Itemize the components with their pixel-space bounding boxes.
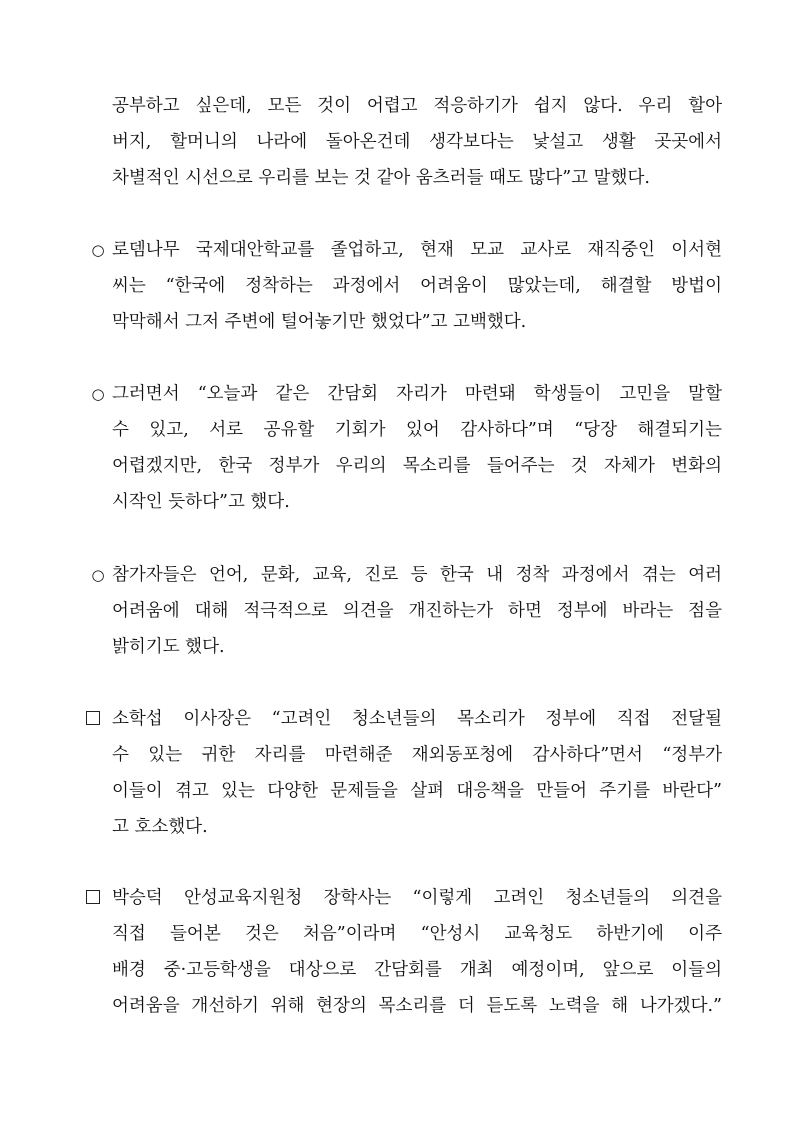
circle-bullet-icon: ○ — [91, 385, 105, 403]
text-line: 고 호소했다. — [112, 817, 208, 837]
text-line: 차별적인 시선으로 우리를 보는 것 같아 움츠러들 때도 많다”고 말했다. — [112, 168, 650, 188]
text-line: 수 있고, 서로 공유할 기회가 있어 감사하다”며 “당장 해결되기는 — [112, 420, 722, 440]
circle-bullet-icon: ○ — [91, 566, 105, 584]
text-line: 로뎀나무 국제대안학교를 졸업하고, 현재 모교 교사로 재직중인 이서현 — [112, 240, 722, 260]
text-line: 어렵겠지만, 한국 정부가 우리의 목소리를 들어주는 것 자체가 변화의 — [112, 456, 722, 476]
text-line: 어려움을 개선하기 위해 현장의 목소리를 더 듣도록 노력을 해 나가겠다.” — [112, 996, 722, 1016]
circle-bullet-icon: ○ — [91, 241, 105, 259]
text-line: 직접 들어본 것은 처음”이라며 “안성시 교육청도 하반기에 이주 — [112, 924, 722, 944]
text-line: 씨는 “한국에 정착하는 과정에서 어려움이 많았는데, 해결할 방법이 — [112, 276, 722, 296]
text-line: 소학섭 이사장은 “고려인 청소년들의 목소리가 정부에 직접 전달될 — [112, 709, 722, 729]
text-line: 이들이 겪고 있는 다양한 문제들을 살펴 대응책을 만들어 주기를 바란다” — [112, 781, 722, 801]
text-line: 수 있는 귀한 자리를 마련해준 재외동포청에 감사하다”면서 “정부가 — [112, 745, 722, 765]
text-line: 막막해서 그저 주변에 털어놓기만 했었다”고 고백했다. — [112, 312, 527, 332]
square-bullet-icon — [82, 880, 104, 916]
text-line: 버지, 할머니의 나라에 돌아온건데 생각보다는 낯설고 생활 곳곳에서 — [112, 132, 722, 152]
text-line: 시작인 듯하다”고 했다. — [112, 492, 290, 512]
text-line: 공부하고 싶은데, 모든 것이 어렵고 적응하기가 쉽지 않다. 우리 할아 — [112, 96, 722, 116]
square-bullet-icon — [82, 701, 104, 737]
text-line: 박승덕 안성교육지원청 장학사는 “이렇게 고려인 청소년들의 의견을 — [112, 888, 722, 908]
text-line: 그러면서 “오늘과 같은 간담회 자리가 마련돼 학생들이 고민을 말할 — [112, 384, 722, 404]
text-line: 배경 중·고등학생을 대상으로 간담회를 개최 예정이며, 앞으로 이들의 — [112, 960, 722, 980]
text-line: 참가자들은 언어, 문화, 교육, 진로 등 한국 내 정착 과정에서 겪는 여러 — [112, 565, 722, 585]
text-line: 어려움에 대해 적극적으로 의견을 개진하는가 하면 정부에 바라는 점을 — [112, 601, 722, 621]
text-line: 밝히기도 했다. — [112, 637, 225, 657]
